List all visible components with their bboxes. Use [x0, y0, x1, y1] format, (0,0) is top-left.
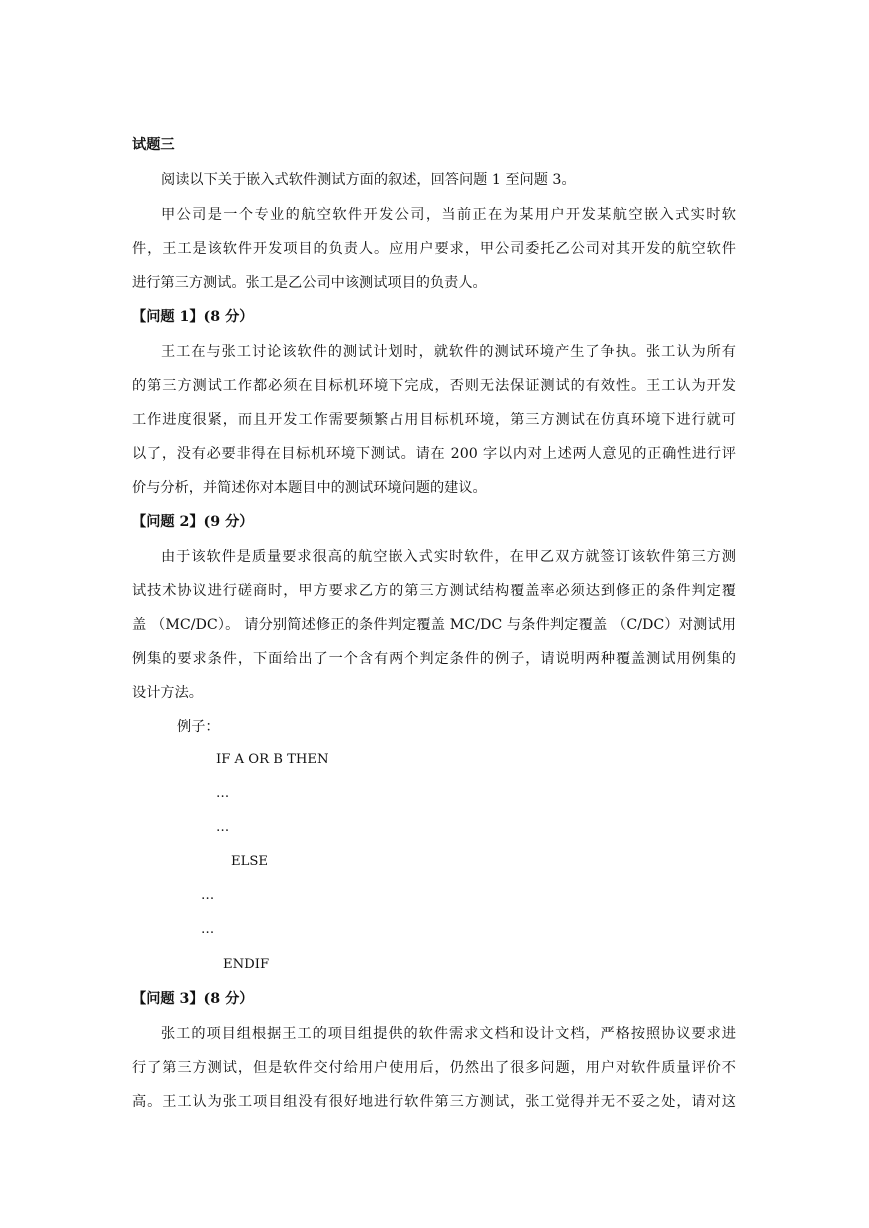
question-1-line: 价与分析，并简述你对本题目中的测试环境问题的建议。	[132, 480, 487, 496]
question-2-heading: 【问题 2】(9 分）	[132, 514, 254, 530]
question-2-line: 例集的要求条件，下面给出了一个含有两个判定条件的例子，请说明两种覆盖测试用例集的	[132, 651, 736, 667]
question-2-line: 由于该软件是质量要求很高的航空嵌入式实时软件，在甲乙双方就签订该软件第三方测	[161, 549, 736, 565]
question-2-line: 设计方法。	[132, 685, 203, 701]
code-line: ENDIF	[223, 957, 270, 972]
question-1-line: 王工在与张工讨论该软件的测试计划时，就软件的测试环境产生了争执。张工认为所有	[161, 344, 736, 360]
code-line: …	[201, 888, 215, 903]
question-1-line: 以了，没有必要非得在目标机环境下测试。请在 200 字以内对上述两人意见的正确性进行评	[132, 446, 736, 462]
background-line: 件，王工是该软件开发项目的负责人。应用户要求，甲公司委托乙公司对其开发的航空软件	[132, 241, 736, 257]
background-line: 进行第三方测试。张工是乙公司中该测试项目的负责人。	[132, 275, 487, 291]
question-3-line: 行了第三方测试，但是软件交付给用户使用后，仍然出了很多问题，用户对软件质量评价不	[132, 1060, 736, 1076]
question-3-heading: 【问题 3】(8 分）	[132, 991, 254, 1007]
example-label: 例子：	[177, 719, 220, 735]
code-line: IF A OR B THEN	[216, 752, 329, 767]
intro-paragraph: 阅读以下关于嵌入式软件测试方面的叙述，回答问题 1 至问题 3。	[161, 172, 576, 188]
question-3-line: 张工的项目组根据王工的项目组提供的软件需求文档和设计文档，严格按照协议要求进	[161, 1026, 736, 1042]
question-3-line: 高。王工认为张工项目组没有很好地进行软件第三方测试，张工觉得并无不妥之处，请对这	[132, 1094, 736, 1110]
code-line: …	[216, 820, 230, 835]
question-1-heading: 【问题 1】(8 分）	[132, 309, 254, 325]
question-2-line: 盖 （MC/DC）。 请分别简述修正的条件判定覆盖 MC/DC 与条件判定覆盖 （C/DC）对测试用	[132, 617, 736, 633]
code-line: …	[216, 786, 230, 801]
code-line: …	[201, 922, 215, 937]
question-1-line: 工作进度很紧，而且开发工作需要频繁占用目标机环境，第三方测试在仿真环境下进行就可	[132, 412, 736, 428]
question-2-line: 试技术协议进行磋商时，甲方要求乙方的第三方测试结构覆盖率必须达到修正的条件判定覆	[132, 583, 736, 599]
section-title: 试题三	[132, 137, 175, 153]
question-1-line: 的第三方测试工作都必须在目标机环境下完成，否则无法保证测试的有效性。王工认为开发	[132, 378, 736, 394]
code-line: ELSE	[231, 854, 269, 869]
background-line: 甲公司是一个专业的航空软件开发公司，当前正在为某用户开发某航空嵌入式实时软	[161, 207, 736, 223]
